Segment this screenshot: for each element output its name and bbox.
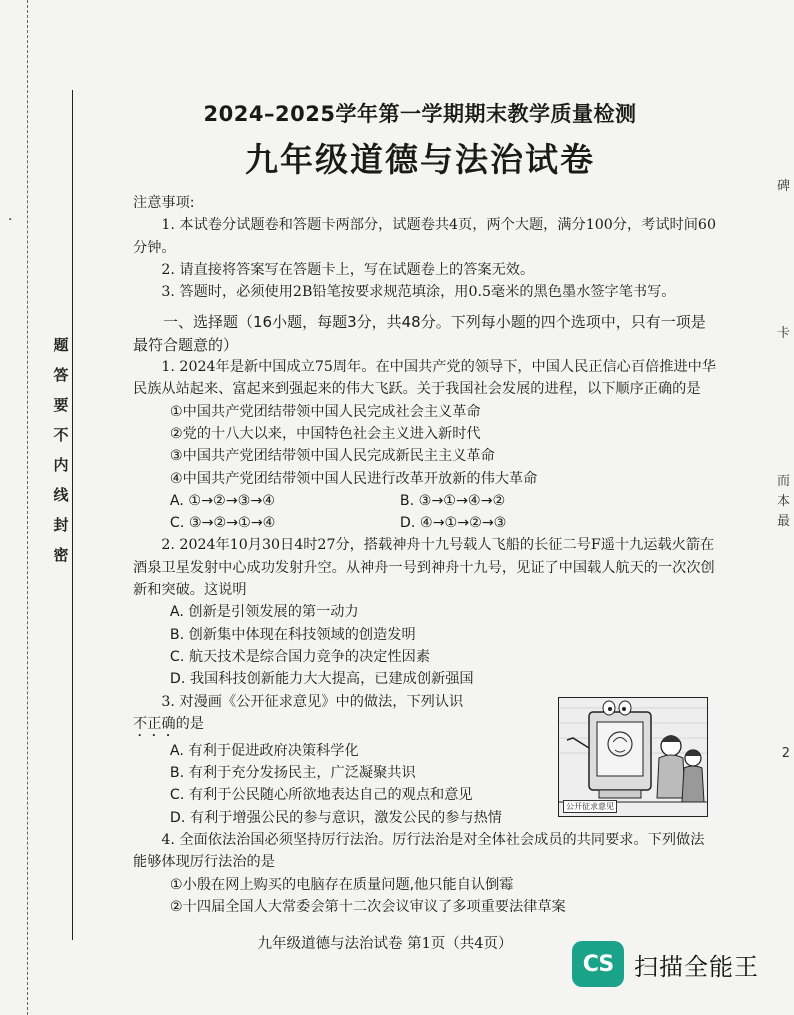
notice-item: 1. 本试卷分试题卷和答题卡两部分，试题卷共4页，两个大题，满分100分，考试时间60分钟。 [133,217,716,256]
option-c: C. ③→②→①→④ [169,515,276,532]
section-heading: 一、选择题（16小题，每题3分，共48分。下列每小题的四个选项中，只有一项是最符合题意的） [133,313,706,354]
stem-text: 3. 对漫画《公开征求意见》中的做法，下列认识 [161,693,464,710]
edge-fragment: 卡 [776,326,790,341]
question-1-options-row [133,512,718,534]
edge-fragment: 2 [781,746,790,761]
question-1-options-row [133,490,718,512]
option-a: A. 创新是引领发展的第一动力 [169,604,359,621]
edge-fragment: 而 [776,474,790,489]
page-footer: 九年级道德与法治试卷 第1页（共4页） [257,936,513,952]
binding-line [72,90,73,940]
cartoon-image [558,697,708,817]
option-b: B. 有利于充分发扬民主，广泛凝聚共识 [169,765,416,782]
edge-fragment: 本 [776,494,790,509]
question-3-stem [133,691,513,740]
stem-text: 的是 [175,715,204,732]
emphasis-text: 不正确 [133,715,176,732]
question-1-item: ④中国共产党团结带领中国人民进行改革开放新的伟大革命 [169,470,538,487]
option-b: B. ③→①→④→② [399,492,506,509]
option-a: A. ①→②→③→④ [169,492,275,509]
option-d: D. 有利于增强公民的参与意识，激发公民的参与热情 [169,809,502,826]
notice-heading: 注意事项: [133,195,195,211]
cartoon-caption: 公开征求意见 [563,800,617,813]
question-1-item: ②党的十八大以来，中国特色社会主义进入新时代 [169,425,481,442]
option-c: C. 航天技术是综合国力竞争的决定性因素 [169,648,431,665]
cartoon-drawing [559,698,707,816]
seal-char: 密 [53,546,69,564]
seal-char: 不 [53,426,69,444]
option-d: D. ④→①→②→③ [399,515,507,532]
question-1-stem: 1. 2024年是新中国成立75周年。在中国共产党的领导下，中国人民正信心百倍推进中华民族从站起来、富起来到强起来的伟大飞跃。关于我国社会发展的进程，以下顺序正确的是 [133,359,716,398]
notice-item: 2. 请直接将答案写在答题卡上，写在试题卷上的答案无效。 [161,261,535,278]
question-4-item: ②十四届全国人大常委会第十二次会议审议了多项重要法律草案 [169,898,566,915]
question-4-stem: 4. 全面依法治国必须坚持厉行法治。厉行法治是对全体社会成员的共同要求。下列做法能够体现厉行法治的是 [133,832,705,871]
seal-char: 封 [53,516,69,534]
exam-title: 2024–2025学年第一学期期末教学质量检测 [203,102,637,126]
seal-char: 题 [53,336,69,354]
question-1-item: ③中国共产党团结带领中国人民完成新民主主义革命 [169,448,495,465]
notice-item: 3. 答题时，必须使用2B铅笔按要求规范填涂，用0.5毫米的黑色墨水签字笔书写。 [161,284,676,301]
edge-fragment: 最 [776,514,790,529]
seal-char: 答 [53,366,69,384]
question-2-stem: 2. 2024年10月30日4时27分，搭载神舟十九号载人飞船的长征二号F遥十九运载火箭在酒泉卫星发射中心成功发射升空。从神舟一号到神舟十九号，见证了中国载人航天的一次次创新和突破。这说明 [133,537,715,599]
seal-notice [50,330,72,570]
seal-char: 内 [53,456,69,474]
option-c: C. 有利于公民随心所欲地表达自己的观点和意见 [169,787,473,804]
exam-subtitle: 九年级道德与法治试卷 [245,140,595,179]
question-3-block [133,691,513,829]
camscanner-watermark-text: 扫描全能王 [634,953,759,981]
question-1-item: ①中国共产党团结带领中国人民完成社会主义革命 [169,403,481,420]
seal-char: 要 [53,396,69,414]
option-b: B. 创新集中体现在科技领域的创造发明 [169,626,416,643]
edge-fragment: 碑 [776,179,790,194]
question-4-item: ①小殷在网上购买的电脑存在质量问题,他只能自认倒霉 [169,876,514,893]
option-a: A. 有利于促进政府决策科学化 [169,742,359,759]
cut-line [27,0,28,1015]
margin-mark: · [8,212,13,228]
seal-char: 线 [53,486,69,504]
option-d: D. 我国科技创新能力大大提高，已建成创新强国 [169,671,474,688]
camscanner-logo-icon: CS [572,941,624,987]
